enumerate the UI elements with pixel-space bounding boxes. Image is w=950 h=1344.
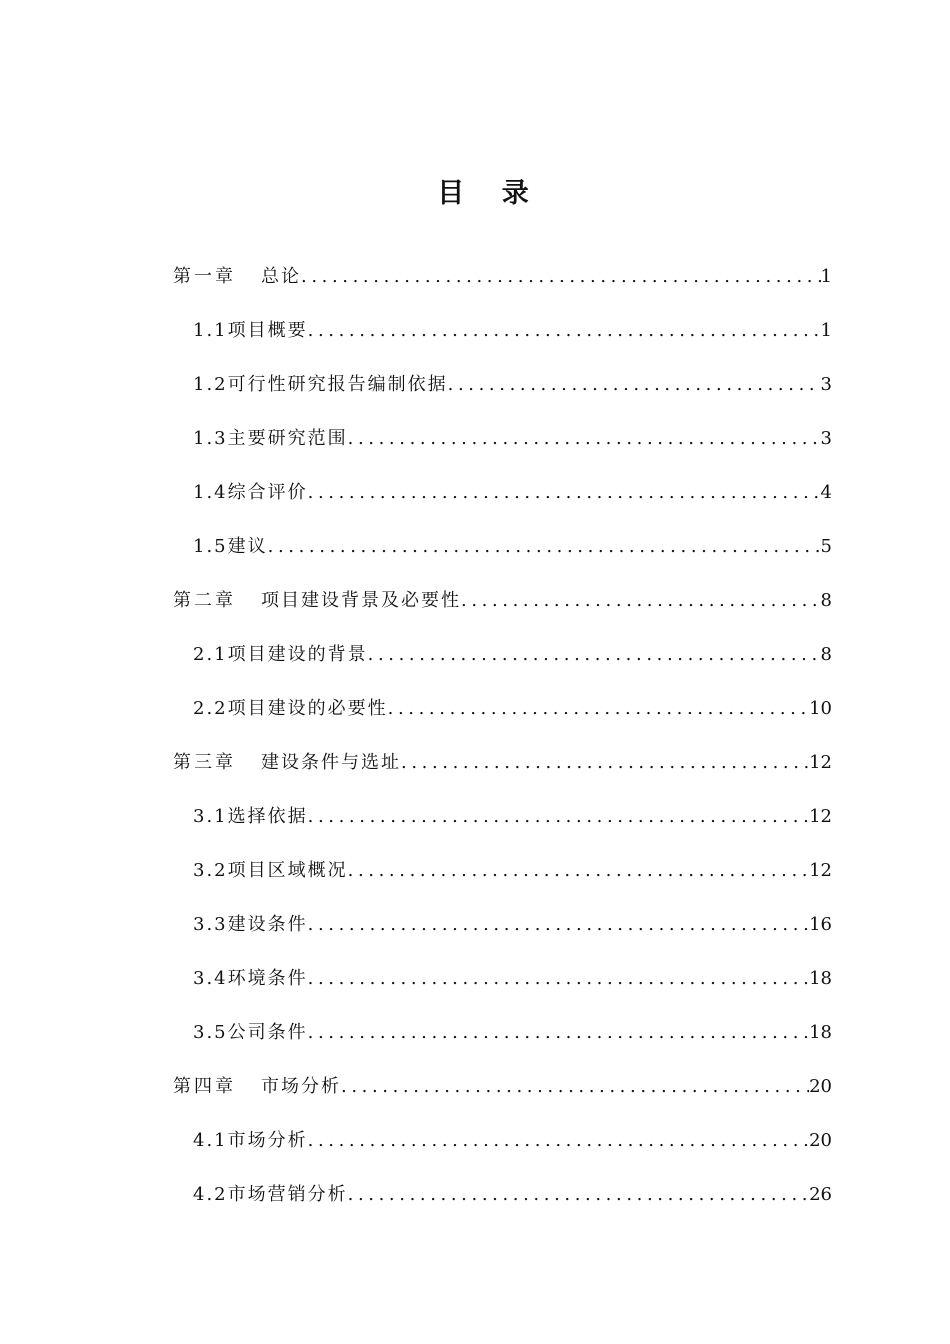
entry-page-number: 1 (820, 320, 832, 341)
toc-section-entry[interactable] (193, 1006, 832, 1060)
entry-number: 2.2 (193, 698, 228, 719)
dot-leader (301, 250, 821, 304)
toc-section-entry[interactable] (193, 790, 832, 844)
entry-page-number: 8 (820, 644, 832, 665)
entry-page-number: 20 (809, 1076, 832, 1097)
entry-title: 环境条件 (227, 968, 308, 989)
entry-title: 项目建设背景及必要性 (261, 590, 461, 611)
entry-number: 第二章 (173, 590, 236, 611)
dot-leader (308, 304, 821, 358)
entry-number: 第三章 (173, 752, 236, 773)
dot-leader (348, 1168, 809, 1222)
entry-page-number: 16 (809, 914, 832, 935)
entry-title: 主要研究范围 (227, 428, 348, 449)
entry-number: 1.1 (193, 320, 228, 341)
toc-section-entry[interactable] (193, 1114, 832, 1168)
toc-chapter-entry[interactable] (173, 250, 832, 304)
entry-number: 3.2 (193, 860, 228, 881)
page-title: 目 录 (437, 178, 543, 209)
entry-page-number: 1 (820, 266, 832, 287)
toc-chapter-entry[interactable] (173, 574, 832, 628)
entry-number: 3.3 (193, 914, 228, 935)
entry-title: 建议 (227, 536, 268, 557)
dot-leader (368, 628, 821, 682)
entry-page-number: 10 (809, 698, 832, 719)
entry-page-number: 20 (809, 1130, 832, 1151)
dot-leader (348, 412, 821, 466)
entry-number: 4.1 (193, 1130, 228, 1151)
dot-leader (401, 736, 809, 790)
dot-leader (308, 898, 809, 952)
entry-number: 第四章 (173, 1076, 236, 1097)
entry-number: 1.2 (193, 374, 228, 395)
dot-leader (308, 1006, 809, 1060)
toc-section-entry[interactable] (193, 466, 832, 520)
dot-leader (461, 574, 821, 628)
entry-page-number: 5 (820, 536, 832, 557)
entry-title: 总论 (261, 266, 301, 287)
entry-title: 项目概要 (227, 320, 308, 341)
entry-page-number: 8 (820, 590, 832, 611)
dot-leader (341, 1060, 809, 1114)
toc-section-entry[interactable] (193, 304, 832, 358)
entry-page-number: 3 (820, 428, 832, 449)
entry-page-number: 18 (809, 968, 832, 989)
toc-section-entry[interactable] (193, 682, 832, 736)
toc-section-entry[interactable] (193, 844, 832, 898)
entry-number: 3.1 (193, 806, 228, 827)
entry-number: 2.1 (193, 644, 228, 665)
toc-section-entry[interactable] (193, 358, 832, 412)
toc-section-entry[interactable] (193, 520, 832, 574)
entry-title: 综合评价 (227, 482, 308, 503)
toc-section-entry[interactable] (193, 1168, 832, 1222)
dot-leader (388, 682, 809, 736)
entry-page-number: 4 (820, 482, 832, 503)
entry-page-number: 3 (820, 374, 832, 395)
entry-title: 项目建设的必要性 (227, 698, 388, 719)
entry-title: 建设条件 (227, 914, 308, 935)
toc-section-entry[interactable] (193, 952, 832, 1006)
entry-title: 建设条件与选址 (261, 752, 401, 773)
entry-number: 3.5 (193, 1022, 228, 1043)
entry-page-number: 12 (809, 860, 832, 881)
entry-number: 4.2 (193, 1184, 228, 1205)
dot-leader (348, 844, 809, 898)
dot-leader (308, 1114, 809, 1168)
entry-number: 1.5 (193, 536, 228, 557)
entry-number: 3.4 (193, 968, 228, 989)
entry-title: 市场分析 (261, 1076, 341, 1097)
entry-title: 市场营销分析 (227, 1184, 348, 1205)
entry-title: 选择依据 (227, 806, 308, 827)
toc-section-entry[interactable] (193, 412, 832, 466)
entry-page-number: 18 (809, 1022, 832, 1043)
toc-section-entry[interactable] (193, 628, 832, 682)
table-of-contents (0, 250, 950, 1222)
toc-section-entry[interactable] (193, 898, 832, 952)
entry-number: 第一章 (173, 266, 236, 287)
entry-page-number: 12 (809, 752, 832, 773)
toc-chapter-entry[interactable] (173, 736, 832, 790)
dot-leader (448, 358, 821, 412)
entry-number: 1.3 (193, 428, 228, 449)
entry-page-number: 12 (809, 806, 832, 827)
dot-leader (268, 520, 821, 574)
entry-title: 项目区域概况 (227, 860, 348, 881)
entry-title: 可行性研究报告编制依据 (227, 374, 448, 395)
entry-title: 市场分析 (227, 1130, 308, 1151)
dot-leader (308, 466, 821, 520)
dot-leader (308, 952, 809, 1006)
entry-title: 项目建设的背景 (227, 644, 368, 665)
toc-chapter-entry[interactable] (173, 1060, 832, 1114)
dot-leader (308, 790, 809, 844)
entry-number: 1.4 (193, 482, 228, 503)
entry-title: 公司条件 (227, 1022, 308, 1043)
entry-page-number: 26 (809, 1184, 832, 1205)
